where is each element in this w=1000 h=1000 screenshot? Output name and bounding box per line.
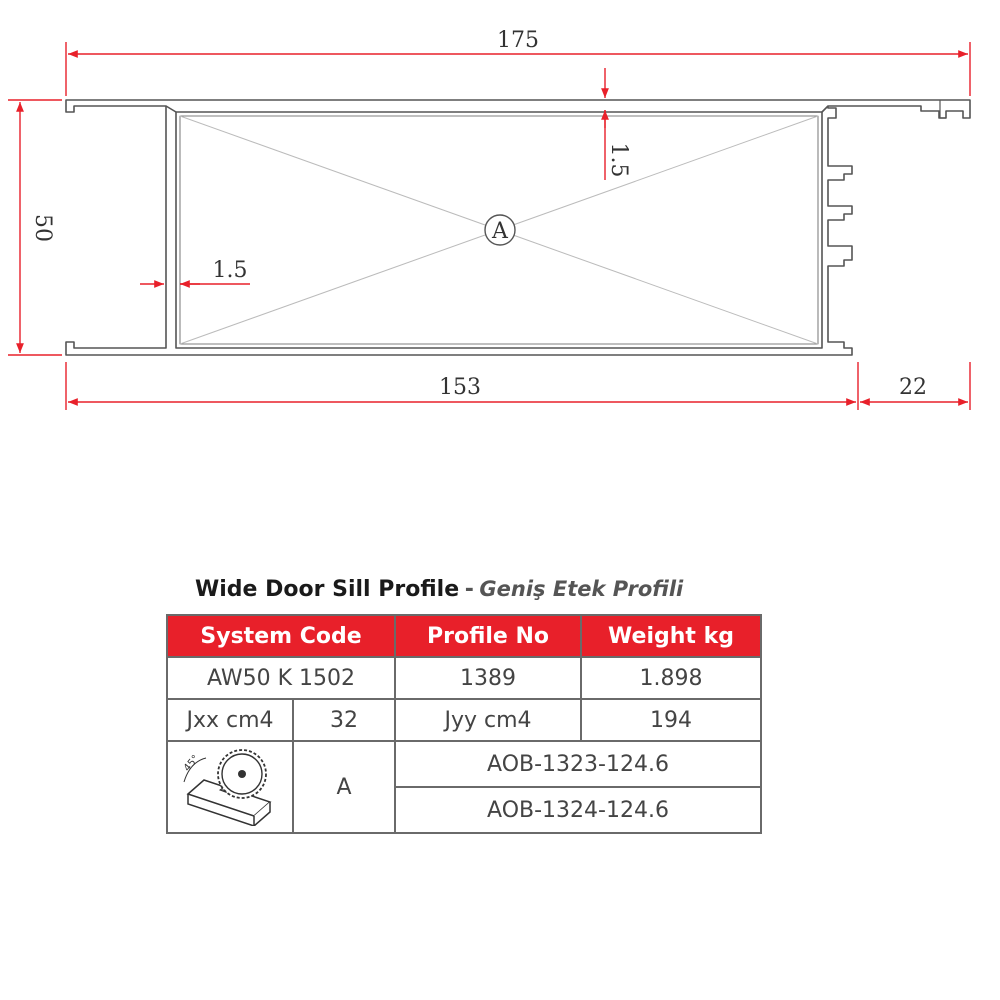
dim-total-width: 175 <box>497 28 539 53</box>
jxx-value: 32 <box>293 699 395 741</box>
table-row <box>167 699 761 741</box>
title-turkish: Geniş Etek Profili <box>479 577 684 601</box>
dim-right-extension: 22 <box>899 375 927 400</box>
cut-angle-label: 45° <box>181 753 202 774</box>
accessory-code-1: AOB-1323-124.6 <box>395 741 761 787</box>
profile-title <box>195 577 683 602</box>
table-row <box>167 741 761 787</box>
svg-text:A: A <box>492 219 508 244</box>
profile-no-value: 1389 <box>395 657 581 699</box>
accessory-code-2: AOB-1324-124.6 <box>395 787 761 833</box>
dim-wall-left: 1.5 <box>212 258 248 283</box>
table-row <box>167 657 761 699</box>
header-weight: Weight kg <box>581 615 761 657</box>
profile-section <box>66 100 970 355</box>
header-profile-no: Profile No <box>395 615 581 657</box>
table-header-row <box>167 615 761 657</box>
title-english: Wide Door Sill Profile <box>195 577 460 602</box>
saw-blade-miter-cut-icon <box>170 742 290 826</box>
section-label-a <box>485 215 515 245</box>
title-separator: - <box>464 577 474 602</box>
jxx-label: Jxx cm4 <box>167 699 293 741</box>
jyy-value: 194 <box>581 699 761 741</box>
spec-table <box>166 614 762 834</box>
dim-wall-top: 1.5 <box>606 142 631 178</box>
weight-value: 1.898 <box>581 657 761 699</box>
system-code-value: AW50 K 1502 <box>167 657 395 699</box>
dim-inner-width: 153 <box>439 375 481 400</box>
cut-type-value: A <box>293 741 395 833</box>
jyy-label: Jyy cm4 <box>395 699 581 741</box>
dim-height: 50 <box>30 214 55 242</box>
cut-icon-cell <box>167 741 293 833</box>
header-system-code: System Code <box>167 615 395 657</box>
